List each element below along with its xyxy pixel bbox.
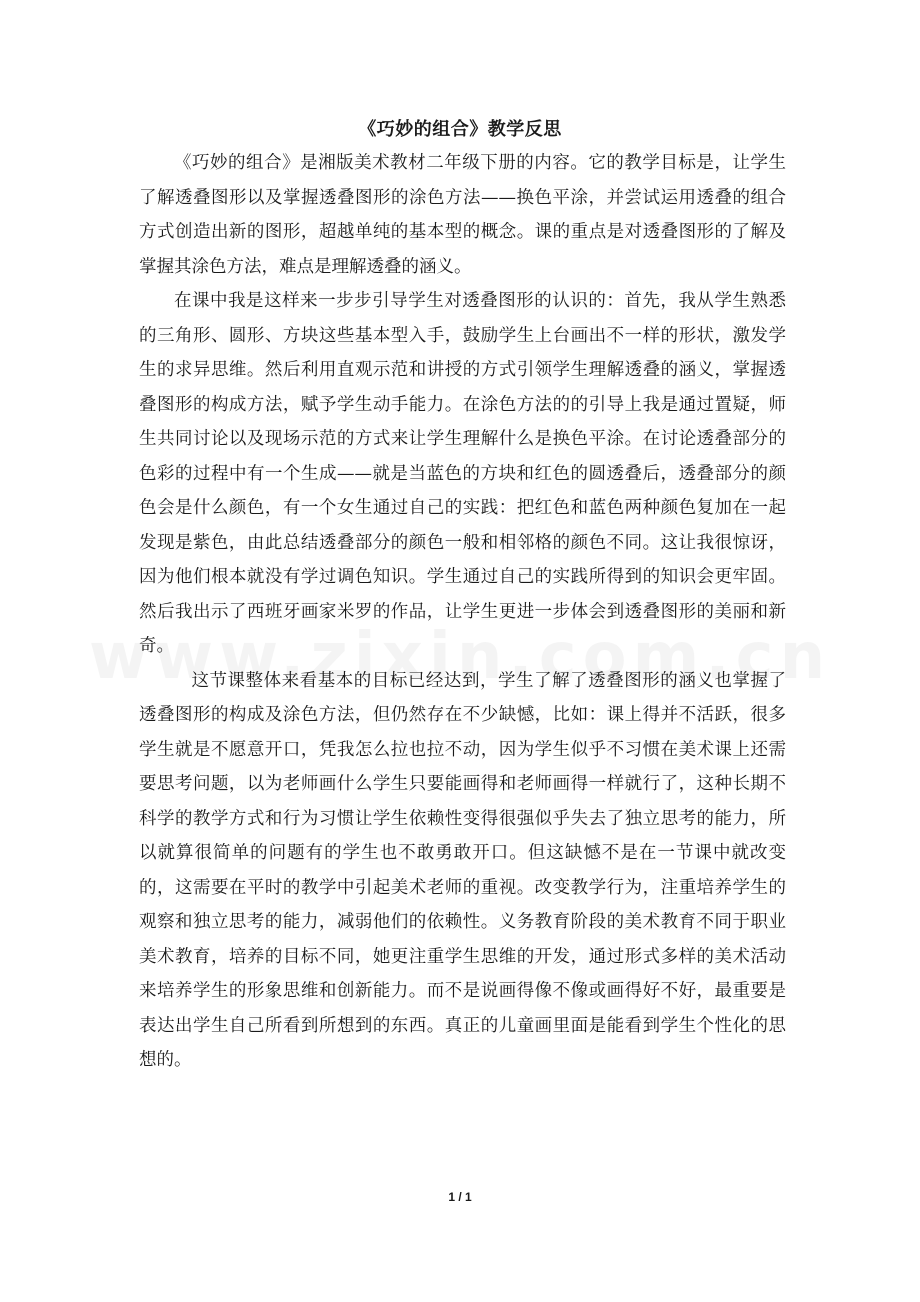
- paragraph-teaching-process: 在课中我是这样来一步步引导学生对透叠图形的认识的：首先，我从学生熟悉的三角形、圆形、方块这些基本型入手，鼓励学生上台画出不一样的形状，激发学生的求异思维。然后利用直观示范和讲授的方式引领学生理解透叠的涵义，掌握透叠图形的构成方法，赋予学生动手能力。在涂色方法的的引导上我是通过置疑，师生共同讨论以及现场示范的方式来让学生理解什么是换色平涂。在讨论透叠部分的色彩的过程中有一个生成——就是当蓝色的方块和红色的圆透叠后，透叠部分的颜色会是什么颜色，有一个女生通过自己的实践：把红色和蓝色两种颜色复加在一起发现是紫色，由此总结透叠部分的颜色一般和相邻格的颜色不同。这让我很惊讶，因为他们根本就没有学过调色知识。学生通过自己的实践所得到的知识会更牢固。然后我出示了西班牙画家米罗的作品，让学生更进一步体会到透叠图形的美丽和新奇。: [139, 291, 786, 656]
- page-number: 1 / 1: [448, 1190, 472, 1204]
- paragraph-introduction: 《巧妙的组合》是湘版美术教材二年级下册的内容。它的教学目标是，让学生了解透叠图形以及掌握透叠图形的涂色方法——换色平涂，并尝试运用透叠的组合方式创造出新的图形，超越单纯的基本型的概念。课的重点是对透叠图形的了解及掌握其涂色方法，难点是理解透叠的涵义。: [139, 153, 786, 277]
- document-body: [139, 146, 786, 1078]
- paragraph-reflection: 这节课整体来看基本的目标已经达到，学生了解了透叠图形的涵义也掌握了透叠图形的构成及涂色方法，但仍然存在不少缺憾，比如：课上得并不活跃，很多学生就是不愿意开口，凭我怎么拉也拉不动，因为学生似乎不习惯在美术课上还需要思考问题，以为老师画什么学生只要能画得和老师画得一样就行了，这种长期不科学的教学方式和行为习惯让学生依赖性变得很强似乎失去了独立思考的能力，所以就算很简单的问题有的学生也不敢勇敢开口。但这缺憾不是在一节课中就改变的，这需要在平时的教学中引起美术老师的重视。改变教学行为，注重培养学生的观察和独立思考的能力，减弱他们的依赖性。义务教育阶段的美术教育不同于职业美术教育，培养的目标不同，她更注重学生思维的开发，通过形式多样的美术活动来培养学生的形象思维和创新能力。而不是说画得像不像或画得好不好，最重要是表达出学生自己所看到所想到的东西。真正的儿童画里面是能看到学生个性化的思想的。: [139, 670, 786, 1070]
- document-title: 《巧妙的组合》教学反思: [358, 119, 562, 140]
